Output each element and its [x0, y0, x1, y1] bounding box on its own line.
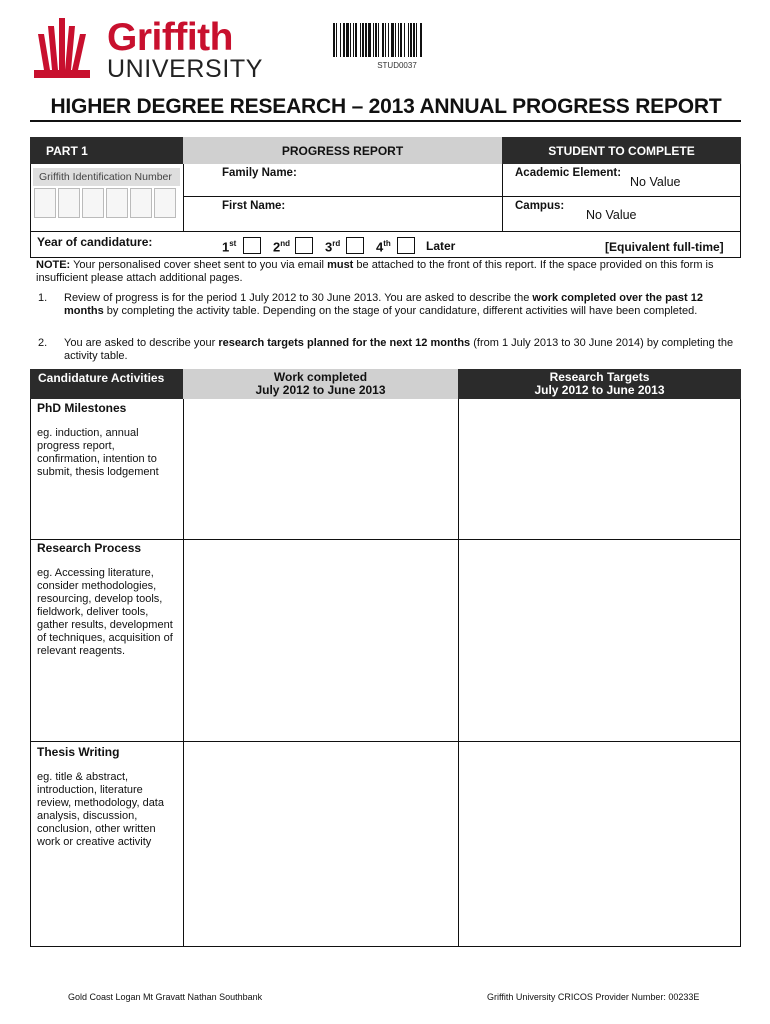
research-process-targets-field[interactable]: [459, 540, 740, 741]
research-process-work-field[interactable]: [184, 540, 458, 741]
divider: [183, 164, 184, 231]
gin-label: Griffith Identification Number: [33, 168, 180, 186]
divider: [183, 196, 741, 197]
year-of-candidature-label: Year of candidature:: [37, 235, 153, 249]
phd-milestones-work-field[interactable]: [184, 400, 458, 539]
gin-digit-box[interactable]: [34, 188, 56, 218]
year-1-checkbox[interactable]: [243, 237, 261, 254]
campus-label: Campus:: [515, 200, 565, 212]
phd-milestones-targets-field[interactable]: [459, 400, 740, 539]
griffith-logo: [34, 14, 262, 82]
footer-campuses: Gold Coast Logan Mt Gravatt Nathan Southbank: [68, 992, 263, 1002]
gin-digit-box[interactable]: [106, 188, 128, 218]
year-3-checkbox[interactable]: [346, 237, 364, 254]
work-completed-header: Work completed July 2012 to June 2013: [183, 369, 458, 399]
equivalent-full-time-label: [Equivalent full-time]: [605, 240, 724, 254]
year-2-checkbox[interactable]: [295, 237, 313, 254]
divider: [30, 231, 741, 232]
progress-report-header: PROGRESS REPORT: [183, 137, 502, 164]
logo-university: UNIVERSITY: [107, 55, 264, 83]
campus-value[interactable]: No Value: [586, 208, 637, 222]
gin-digit-box[interactable]: [58, 188, 80, 218]
gin-digit-box[interactable]: [130, 188, 152, 218]
divider: [502, 164, 503, 231]
part1-header: PART 1: [30, 137, 183, 164]
footer-cricos: Griffith University CRICOS Provider Number: 00233E: [487, 992, 700, 1002]
year-option-3: 3rd: [325, 239, 341, 255]
first-name-field[interactable]: [290, 198, 498, 228]
phd-milestones-title: PhD Milestones: [37, 401, 127, 415]
academic-element-value[interactable]: No Value: [630, 175, 681, 189]
student-to-complete-header: STUDENT TO COMPLETE: [502, 137, 741, 164]
thesis-writing-description: eg. title & abstract, introduction, literature review, methodology, data analysis, discussion, conclusion, other written work or creative activity: [37, 771, 164, 848]
year-option-4: 4th: [376, 239, 391, 255]
research-process-description: eg. Accessing literature, consider methodologies, resourcing, develop tools, fieldwork, deliver tools, gather results, development of techniques, acquisition of relevant reagents.: [37, 567, 173, 657]
family-name-field[interactable]: [300, 165, 498, 193]
academic-element-label: Academic Element:: [515, 167, 622, 179]
research-targets-header: Research Targets July 2012 to June 2013: [458, 369, 741, 399]
barcode: [333, 23, 461, 57]
thesis-writing-title: Thesis Writing: [37, 745, 120, 759]
research-process-title: Research Process: [37, 541, 142, 555]
phd-milestones-description: eg. induction, annual progress report, confirmation, intention to submit, thesis lodgement: [37, 427, 159, 478]
note-text: NOTE: Your personalised cover sheet sent to you via email must be attached to the front of this report. If the space provided on this form is insufficient please attach additional pages.: [36, 259, 714, 284]
thesis-writing-work-field[interactable]: [184, 742, 458, 946]
candidature-activities-header: Candidature Activities: [30, 369, 183, 399]
logo-wordmark: Griffith: [107, 16, 233, 59]
first-name-label: First Name:: [222, 200, 286, 212]
gin-digit-box[interactable]: [154, 188, 176, 218]
form-code: STUD0037: [377, 61, 417, 70]
page-title: HIGHER DEGREE RESEARCH – 2013 ANNUAL PROGRESS REPORT: [50, 95, 722, 118]
year-option-2: 2nd: [273, 239, 291, 255]
year-4-checkbox[interactable]: [397, 237, 415, 254]
instruction-1: 1. Review of progress is for the period 1 July 2012 to 30 June 2013. You are asked to describe the work completed over the past 12 months by completing the activity table. Depending on the stage of your candidature, different activities will have been completed.: [38, 292, 703, 317]
title-divider: [30, 120, 741, 122]
gin-digit-box[interactable]: [82, 188, 104, 218]
year-option-1: 1st: [222, 239, 237, 255]
year-later-label: Later: [426, 239, 456, 253]
thesis-writing-targets-field[interactable]: [459, 742, 740, 946]
griffith-emblem-icon: [34, 14, 104, 80]
instruction-2: 2. You are asked to describe your research targets planned for the next 12 months (from 1 July 2013 to 30 June 2014) by completing the activity table.: [38, 337, 734, 362]
family-name-label: Family Name:: [222, 167, 297, 179]
